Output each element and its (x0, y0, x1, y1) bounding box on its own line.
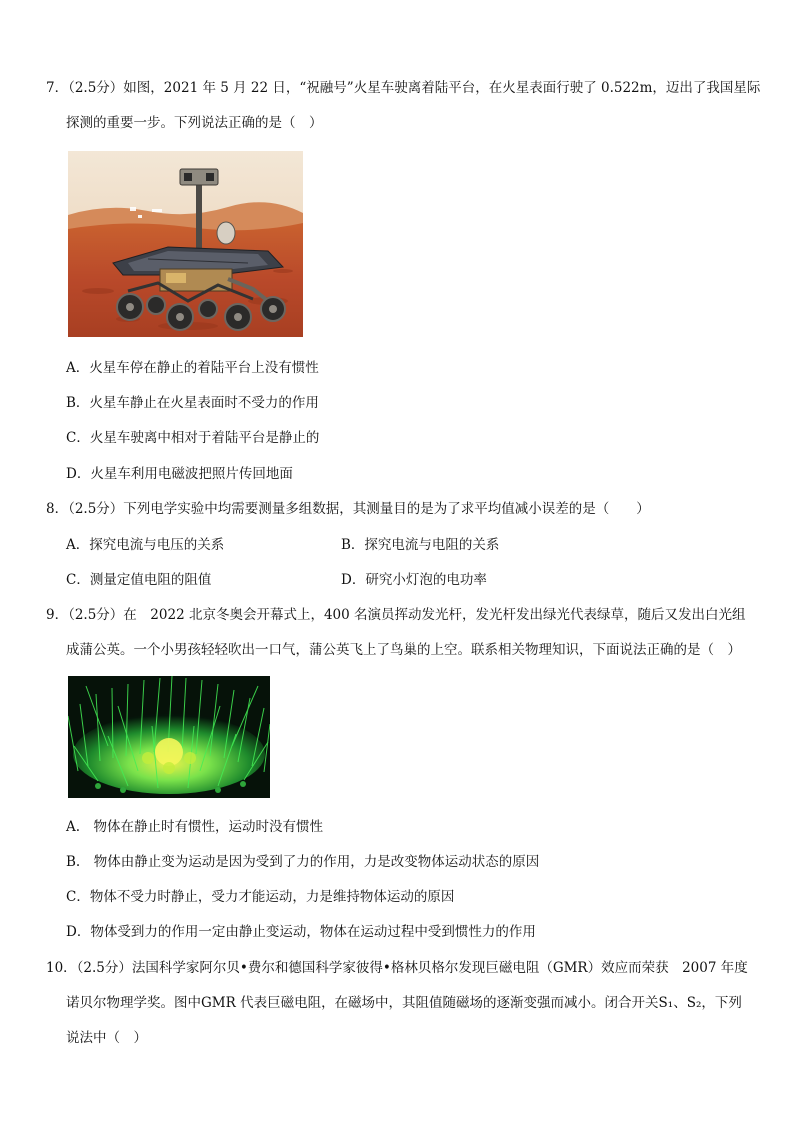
q7-option-d: D．火星车利用电磁波把照片传回地面 (66, 466, 293, 482)
q9-option-a: A. 物体在静止时有惯性，运动时没有惯性 (66, 819, 324, 835)
olympic-dandelion-photo (68, 676, 270, 798)
question-10-line-2: 诺贝尔物理学奖。图中GMR 代表巨磁电阻，在磁场中，其阻值随磁场的逐渐变强而减小。闭合开关S₁、S₂，下列 (66, 995, 742, 1011)
mars-rover-photo (68, 151, 303, 337)
question-7-line-2: 探测的重要一步。下列说法正确的是（ ） (66, 115, 323, 131)
question-7-line-1: 7．（2.5分）如图，2021 年 5 月 22 日，“祝融号”火星车驶离着陆平台，在火星表面行驶了 0.522m，迈出了我国星际 (46, 80, 761, 96)
q7-option-b: B．火星车静止在火星表面时不受力的作用 (66, 395, 319, 411)
q7-option-c: C．火星车驶离中相对于着陆平台是静止的 (66, 430, 320, 446)
question-10-line-3: 说法中（ ） (66, 1030, 147, 1046)
question-9-line-2: 成蒲公英。一个小男孩轻轻吹出一口气，蒲公英飞上了鸟巢的上空。联系相关物理知识，下面说法正确的是（ ） (66, 642, 741, 658)
q8-option-a: A．探究电流与电压的关系 (66, 537, 225, 553)
q7-option-a: A．火星车停在静止的着陆平台上没有惯性 (66, 360, 319, 376)
q8-option-c: C．测量定值电阻的阻值 (66, 572, 212, 588)
q8-option-b: B．探究电流与电阻的关系 (341, 537, 500, 553)
question-8-line-1: 8．（2.5分）下列电学实验中均需要测量多组数据，其测量目的是为了求平均值减小误差的是（ ） (46, 501, 650, 517)
q9-option-d: D．物体受到力的作用一定由静止变运动，物体在运动过程中受到惯性力的作用 (66, 924, 536, 940)
q9-option-b: B. 物体由静止变为运动是因为受到了力的作用，力是改变物体运动状态的原因 (66, 854, 540, 870)
q9-option-c: C．物体不受力时静止，受力才能运动，力是维持物体运动的原因 (66, 889, 455, 905)
q8-option-d: D．研究小灯泡的电功率 (341, 572, 487, 588)
question-9-line-1: 9．（2.5分）在 2022 北京冬奥会开幕式上，400 名演员挥动发光杆，发光杆发出绿光代表绿草，随后又发出白光组 (46, 607, 746, 623)
question-10-line-1: 10．（2.5分）法国科学家阿尔贝•费尔和德国科学家彼得•格林贝格尔发现巨磁电阻（GMR）效应而荣获 2007 年度 (46, 960, 748, 976)
